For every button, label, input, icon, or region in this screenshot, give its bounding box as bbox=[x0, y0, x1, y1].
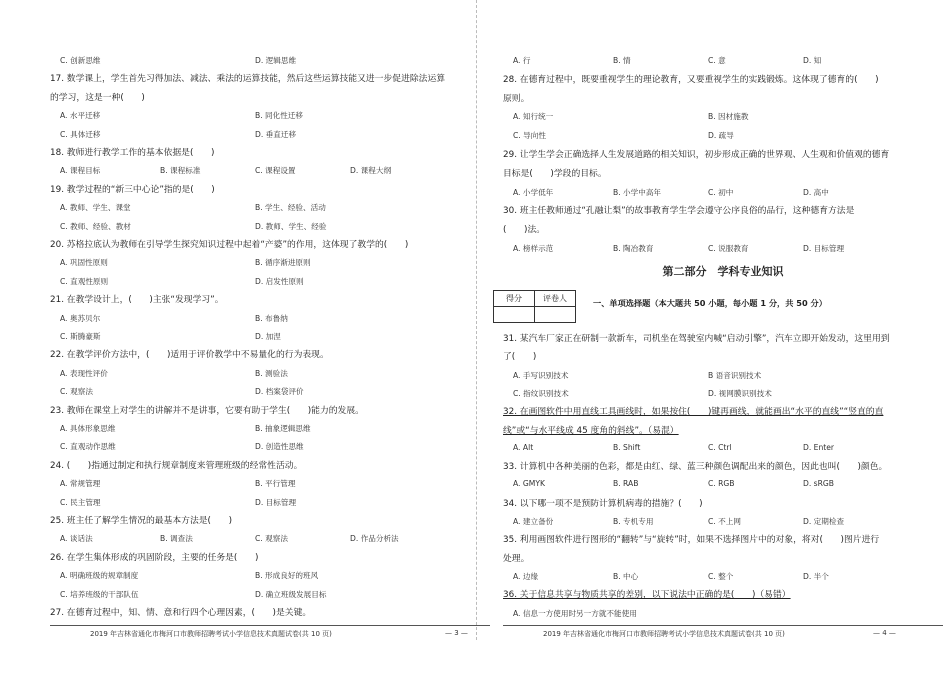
question-line: 27. 在德育过程中，知、情、意和行四个心理因素，( )是关键。 bbox=[50, 608, 312, 618]
option-b: D. 目标管理 bbox=[255, 497, 297, 507]
option-b: B. 课程标准 bbox=[160, 166, 201, 176]
option-a: A. 行 bbox=[513, 56, 531, 65]
option-a: A. 谈话法 bbox=[60, 534, 93, 544]
option-a: A. 奥苏贝尔 bbox=[60, 313, 101, 323]
options-row bbox=[60, 533, 490, 545]
option-b: B. Shift bbox=[613, 442, 641, 452]
option-b: B. 调查法 bbox=[160, 534, 193, 544]
question-line: 目标是( )学段的目标。 bbox=[503, 168, 607, 179]
option-b: B. 小学中高年 bbox=[613, 187, 662, 197]
option-a: A. 知行统一 bbox=[513, 112, 554, 122]
options-row bbox=[513, 443, 943, 455]
footer-title: 2019 年吉林省通化市梅河口市教师招聘考试小学信息技术真题试卷(共 10 页) bbox=[90, 630, 332, 638]
option-b: B. 因材施教 bbox=[708, 112, 749, 122]
question-line: 36. 关于信息共享与物质共享的差别，以下说法中正确的是( )（易错） bbox=[503, 590, 791, 601]
option-d: D. 作品分析法 bbox=[350, 534, 399, 544]
option-a: A. 明确班级的规章制度 bbox=[60, 571, 139, 581]
option-b: B. 形成良好的班风 bbox=[255, 571, 319, 581]
question-line: 24. ( )指通过制定和执行规章制度来管理班级的经常性活动。 bbox=[50, 460, 303, 471]
option-a: A. 榜样示范 bbox=[513, 244, 554, 253]
page-number: — 4 — bbox=[873, 629, 896, 637]
option-b: B. 情 bbox=[613, 56, 631, 65]
option-b: D. 疏导 bbox=[708, 131, 734, 141]
option-a: A. 常规管理 bbox=[60, 479, 101, 489]
question-line: 33. 计算机中各种美丽的色彩，都是由红、绿、蓝三种颜色调配出来的颜色，因此也叫( )颜色。 bbox=[503, 462, 888, 473]
option-a: C. 具体迁移 bbox=[60, 129, 101, 139]
option-b: B. 学生、经验、活动 bbox=[255, 203, 326, 213]
question-line: 19. 教学过程的“新三中心论”指的是( ) bbox=[50, 184, 215, 195]
options-row bbox=[60, 589, 490, 601]
options-row bbox=[513, 516, 943, 528]
option-c: C. 观察法 bbox=[255, 534, 288, 544]
option-a: C. 指纹识别技术 bbox=[513, 388, 569, 398]
option-a: A. 巩固性原则 bbox=[60, 258, 108, 268]
option-b: D. 创造性思维 bbox=[255, 442, 304, 452]
option-d: D. 定期检查 bbox=[803, 517, 845, 526]
option-c: C. Ctrl bbox=[708, 442, 732, 452]
option-a: C. 直观动作思维 bbox=[60, 442, 116, 452]
question-line: 处理。 bbox=[503, 553, 530, 564]
options-row bbox=[60, 441, 490, 453]
score-label: 得分 bbox=[494, 291, 535, 307]
options-row bbox=[60, 110, 490, 122]
option-b: B. 同化性迁移 bbox=[255, 111, 304, 121]
question-line: 31. 某汽车厂家正在研制一款新车，司机坐在驾驶室内喊“启动引擎”，汽车立即开始发动，这里用到 bbox=[503, 334, 890, 344]
options-row bbox=[60, 478, 490, 490]
option-a: A. 建立备份 bbox=[513, 517, 554, 526]
reviewer-cell bbox=[535, 307, 576, 323]
options-row bbox=[60, 386, 490, 398]
options-row bbox=[513, 55, 943, 67]
question-line: 线”或“与水平线成 45 度角的斜线”。（易混） bbox=[503, 425, 679, 436]
option-b: D. 垂直迁移 bbox=[255, 129, 297, 139]
footer-rule bbox=[50, 625, 490, 626]
option-a: A. 课程目标 bbox=[60, 166, 101, 176]
option-b: D. 逻辑思维 bbox=[255, 56, 297, 65]
option-b: B. 循序渐进原则 bbox=[255, 258, 311, 268]
question-line: 20. 苏格拉底认为教师在引导学生探究知识过程中起着“产婆”的作用，这体现了教学的( ) bbox=[50, 240, 409, 250]
question-line: 了( ) bbox=[503, 352, 537, 363]
question-line: 的学习，这是一种( ) bbox=[50, 92, 145, 103]
question-line: 25. 班主任了解学生情况的最基本方法是( ) bbox=[50, 516, 232, 526]
option-d: D. 目标管理 bbox=[803, 244, 845, 253]
option-a: C. 民主管理 bbox=[60, 497, 101, 507]
options-row bbox=[513, 479, 943, 491]
option-c: C. RGB bbox=[708, 479, 735, 489]
option-d: D. sRGB bbox=[803, 479, 835, 489]
question-line: 17. 数学课上，学生首先习得加法、减法、乘法的运算技能，然后这些运算技能又进一步促进除法运算 bbox=[50, 74, 446, 85]
options-row bbox=[60, 570, 490, 582]
section-title: 第二部分 学科专业知识 bbox=[662, 265, 784, 278]
option-a: C. 教师、经验、教材 bbox=[60, 221, 131, 231]
question-line: 28. 在德育过程中，既要重视学生的理论教育，又要重视学生的实践锻炼。这体现了德育的( ) bbox=[503, 74, 879, 85]
options-row bbox=[60, 221, 490, 233]
question-line: 34. 以下哪一项不是预防计算机病毒的措施？( ) bbox=[503, 498, 703, 509]
options-row bbox=[60, 423, 490, 435]
options-row bbox=[60, 257, 490, 269]
option-c: C. 说服教育 bbox=[708, 244, 749, 253]
option-a: A. Alt bbox=[513, 442, 534, 452]
options-row bbox=[513, 243, 943, 255]
option-a: C. 斯腾豪斯 bbox=[60, 332, 101, 341]
option-b: B. 中心 bbox=[613, 571, 639, 581]
question-line: 29. 让学生学会正确选择人生发展道路的相关知识，初步形成正确的世界观、人生观和价值观的德育 bbox=[503, 150, 890, 160]
footer-rule bbox=[503, 625, 943, 626]
options-row bbox=[60, 55, 490, 67]
option-a: A. 具体形象思维 bbox=[60, 424, 116, 433]
question-line: 原则。 bbox=[503, 93, 530, 104]
options-row bbox=[513, 388, 943, 400]
option-a: C. 创新思维 bbox=[60, 56, 101, 65]
option-b: B. 平行管理 bbox=[255, 479, 296, 489]
option-b: B. 陶冶教育 bbox=[613, 244, 654, 253]
question-line: 30. 班主任教师通过“孔融让梨”的故事教育学生学会遵守公序良俗的品行，这种德育方法是 bbox=[503, 206, 855, 217]
options-row bbox=[60, 165, 490, 177]
option-a: A. 手写识别技术 bbox=[513, 370, 569, 380]
question-line: 22. 在教学评价方法中，( )适用于评价教学中不易量化的行为表现。 bbox=[50, 350, 329, 361]
options-row bbox=[60, 129, 490, 141]
right-page bbox=[503, 0, 943, 673]
option-b: B. 布鲁纳 bbox=[255, 313, 288, 323]
option-d: D. 高中 bbox=[803, 187, 829, 197]
option-a: A. 教师、学生、课堂 bbox=[60, 203, 131, 213]
footer-title: 2019 年吉林省通化市梅河口市教师招聘考试小学信息技术真题试卷(共 10 页) bbox=[543, 630, 785, 638]
option-a: A. 水平迁移 bbox=[60, 111, 101, 121]
option-a: C. 导向性 bbox=[513, 131, 546, 141]
option-c: C. 意 bbox=[708, 56, 726, 65]
option-b: B 语音识别技术 bbox=[708, 370, 762, 380]
option-b: D. 视网膜识别技术 bbox=[708, 388, 772, 398]
option-c: C. 初中 bbox=[708, 187, 734, 197]
option-b: D. 加涅 bbox=[255, 332, 281, 341]
option-a: C. 培养班级的干部队伍 bbox=[60, 589, 139, 599]
score-table bbox=[493, 290, 576, 323]
option-d: D. Enter bbox=[803, 442, 835, 452]
question-line: 26. 在学生集体形成的巩固阶段，主要的任务是( ) bbox=[50, 552, 259, 563]
reviewer-label: 评卷人 bbox=[535, 291, 576, 307]
options-row bbox=[60, 276, 490, 288]
option-b: B. 抽象逻辑思维 bbox=[255, 424, 311, 433]
score-cell bbox=[494, 307, 535, 323]
option-d: D. 课程大纲 bbox=[350, 166, 392, 176]
options-row bbox=[513, 571, 943, 583]
options-row bbox=[513, 111, 943, 123]
options-row bbox=[513, 370, 943, 382]
option-b: B. 专机专用 bbox=[613, 517, 654, 526]
option-a: C. 观察法 bbox=[60, 387, 93, 397]
option-a: A. 信息一方使用时另一方就不能使用 bbox=[513, 608, 637, 618]
option-b: D. 档案袋评价 bbox=[255, 387, 304, 397]
options-row bbox=[60, 497, 490, 509]
question-line: ( )法。 bbox=[503, 225, 546, 236]
options-row bbox=[60, 202, 490, 214]
page-number: — 3 — bbox=[445, 629, 468, 637]
option-c: C. 不上网 bbox=[708, 517, 741, 526]
section-heading: 一、单项选择题（本大题共 50 小题，每小题 1 分，共 50 分） bbox=[593, 298, 827, 308]
option-b: D. 教师、学生、经验 bbox=[255, 221, 327, 231]
option-a: A. 边缘 bbox=[513, 571, 539, 581]
question-line: 35. 利用画图软件进行图形的“翻转”与“旋转”时，如果不选择图片中的对象，将对( )图片进行 bbox=[503, 535, 880, 546]
options-row bbox=[513, 187, 943, 199]
option-b: B. RAB bbox=[613, 479, 639, 489]
option-a: C. 直观性原则 bbox=[60, 276, 109, 286]
option-a: A. 小学低年 bbox=[513, 187, 554, 197]
options-row bbox=[60, 331, 490, 343]
option-a: A. 表现性评价 bbox=[60, 368, 108, 378]
options-row bbox=[60, 313, 490, 325]
left-page bbox=[50, 0, 490, 673]
question-line: 32. 在画图软件中用直线工具画线时，如果按住( )键再画线，就能画出“水平的直线”“竖直的直 bbox=[503, 407, 884, 418]
option-d: D. 半个 bbox=[803, 571, 829, 581]
option-b: D. 启发性原则 bbox=[255, 276, 304, 286]
option-b: D. 确立班级发展目标 bbox=[255, 589, 327, 599]
question-line: 21. 在教学设计上，( )主张“发现学习”。 bbox=[50, 295, 224, 306]
option-d: D. 知 bbox=[803, 56, 822, 65]
option-c: C. 课程设置 bbox=[255, 166, 296, 176]
options-row bbox=[513, 130, 943, 142]
option-c: C. 整个 bbox=[708, 571, 734, 581]
option-a: A. GMYK bbox=[513, 479, 545, 489]
options-row bbox=[60, 368, 490, 380]
question-line: 18. 教师进行教学工作的基本依据是( ) bbox=[50, 148, 215, 158]
question-line: 23. 教师在课堂上对学生的讲解并不是讲事，它要有助于学生( )能力的发展。 bbox=[50, 405, 364, 416]
option-b: B. 测验法 bbox=[255, 368, 288, 378]
